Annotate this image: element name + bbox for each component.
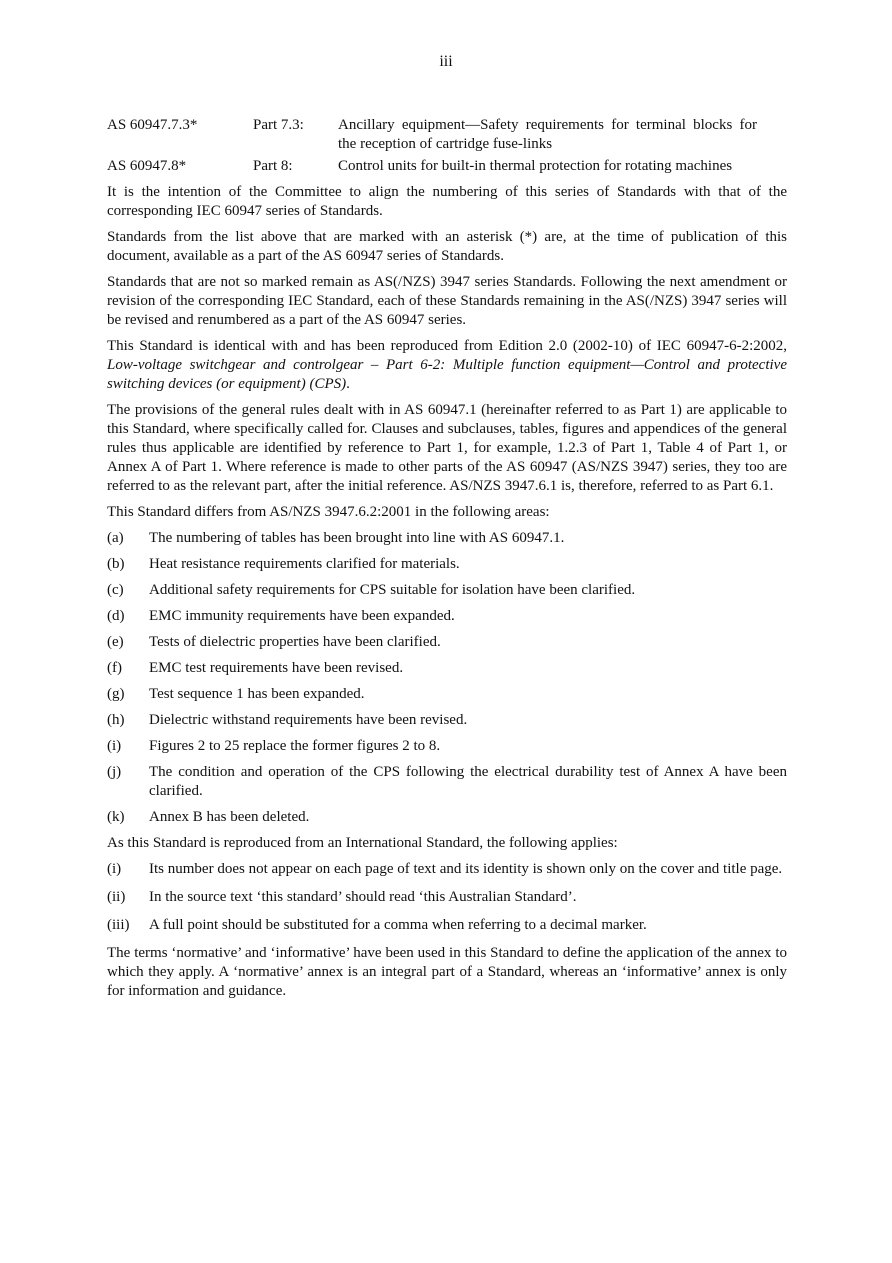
list-label: (g) — [107, 686, 125, 702]
list-text: Tests of dielectric properties have been clarified. — [149, 634, 441, 650]
list-text: Dielectric withstand requirements have been revised. — [149, 712, 468, 728]
list-text: Heat resistance requirements clarified for materials. — [149, 556, 460, 572]
source-standard-title: Low-voltage switchgear and controlgear – Part 6-2: Multiple function equipment—Control and protective switching devices (or equipment) (CPS) — [107, 357, 787, 392]
list-item — [107, 808, 787, 827]
list-label: (f) — [107, 660, 122, 676]
list-text: Test sequence 1 has been expanded. — [149, 686, 365, 702]
page-content — [107, 116, 787, 1008]
standards-list-row — [107, 116, 787, 154]
paragraph-unmarked-standards: Standards that are not so marked remain as AS(/NZS) 3947 series Standards. Following the next amendment or revision of the corresponding IEC Standard, each of these Standards remaining in the AS(/NZS) 3947 series will be revised and renumbered as a part of the AS 60947 series. — [107, 274, 787, 328]
paragraph-applies-intro: As this Standard is reproduced from an International Standard, the following applies: — [107, 835, 618, 851]
list-text: Figures 2 to 25 replace the former figures 2 to 8. — [149, 738, 441, 754]
list-item — [107, 916, 787, 935]
list-text: Additional safety requirements for CPS suitable for isolation have been clarified. — [149, 582, 636, 598]
list-item — [107, 711, 787, 730]
standard-title: Control units for built-in thermal protection for rotating machines — [338, 158, 733, 174]
standard-code: AS 60947.7.3* — [107, 117, 198, 133]
applies-list — [107, 860, 787, 935]
source-text: This Standard is identical with and has been reproduced from Edition 2.0 (2002-10) of IEC 60947-6-2:2002, — [107, 338, 787, 354]
list-text: The condition and operation of the CPS following the electrical durability test of Annex A have been clarified. — [149, 764, 787, 799]
list-label: (d) — [107, 608, 125, 624]
paragraph-differences-intro: This Standard differs from AS/NZS 3947.6.2:2001 in the following areas: — [107, 504, 550, 520]
paragraph-normative-informative: The terms ‘normative’ and ‘informative’ have been used in this Standard to define the application of the annex to which they apply. A ‘normative’ annex is an integral part of a Standard, whereas an ‘informative’ annex is only for information and guidance. — [107, 945, 787, 999]
list-text: EMC immunity requirements have been expanded. — [149, 608, 455, 624]
list-text: A full point should be substituted for a comma when referring to a decimal marker. — [149, 917, 647, 933]
list-label: (i) — [107, 861, 122, 877]
paragraph-asterisk-note: Standards from the list above that are marked with an asterisk (*) are, at the time of publication of this document, available as a part of the AS 60947 series of Standards. — [107, 229, 787, 264]
list-item — [107, 581, 787, 600]
paragraph-committee-intention: It is the intention of the Committee to align the numbering of this series of Standards with that of the corresponding IEC 60947 series of Standards. — [107, 184, 787, 219]
list-label: (j) — [107, 764, 122, 780]
list-text: The numbering of tables has been brought into line with AS 60947.1. — [149, 530, 565, 546]
list-item — [107, 633, 787, 652]
list-item — [107, 763, 787, 801]
list-label: (ii) — [107, 889, 126, 905]
list-label: (a) — [107, 530, 124, 546]
list-item — [107, 607, 787, 626]
standards-list-row — [107, 157, 787, 176]
list-item — [107, 860, 787, 879]
standard-part: Part 7.3: — [253, 117, 304, 133]
list-text: Its number does not appear on each page of text and its identity is shown only on the cover and title page. — [149, 861, 783, 877]
standard-code: AS 60947.8* — [107, 158, 187, 174]
paragraph-identical-source — [107, 337, 787, 394]
page-number: iii — [439, 53, 453, 70]
list-item — [107, 888, 787, 907]
list-label: (e) — [107, 634, 124, 650]
list-text: In the source text ‘this standard’ should read ‘this Australian Standard’. — [149, 889, 577, 905]
list-item — [107, 529, 787, 548]
list-item — [107, 555, 787, 574]
list-item — [107, 685, 787, 704]
list-item — [107, 659, 787, 678]
standard-part: Part 8: — [253, 158, 293, 174]
list-label: (iii) — [107, 917, 130, 933]
list-item — [107, 737, 787, 756]
list-label: (c) — [107, 582, 124, 598]
differences-list — [107, 529, 787, 827]
paragraph-general-rules: The provisions of the general rules dealt with in AS 60947.1 (hereinafter referred to as Part 1) are applicable to this Standard, where specifically called for. Clauses and subclauses, tables, figures and appendices of the general rules thus applicable are identified by reference to Part 1, for example, 1.2.3 of Part 1, Table 4 of Part 1, or Annex A of Part 1. Where reference is made to other parts of the AS 60947 (AS/NZS 3947) series, they too are referred to as the relevant part, after the initial reference. AS/NZS 3947.6.1 is, therefore, referred to as Part 6.1. — [107, 402, 787, 494]
standard-title: Ancillary equipment—Safety requirements for terminal blocks for the reception of cartridge fuse-links — [338, 117, 757, 152]
source-text-end: . — [346, 376, 350, 392]
list-label: (b) — [107, 556, 125, 572]
list-text: EMC test requirements have been revised. — [149, 660, 404, 676]
list-text: Annex B has been deleted. — [149, 809, 310, 825]
list-label: (h) — [107, 712, 125, 728]
list-label: (k) — [107, 809, 125, 825]
list-label: (i) — [107, 738, 122, 754]
